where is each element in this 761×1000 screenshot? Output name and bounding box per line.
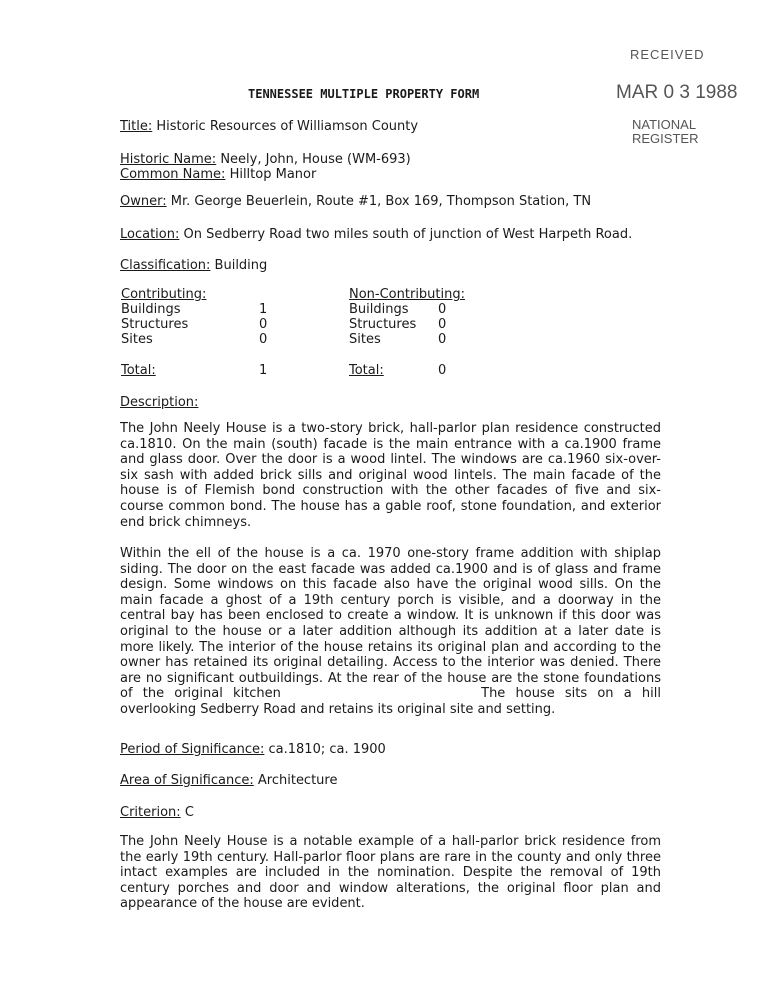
contributing-total-value: 1 [259,363,268,378]
location-line [120,227,632,242]
period-line [120,742,386,757]
register-label: REGISTER [632,131,699,146]
contributing-sites-label: Sites [121,332,153,347]
historic-name-line [120,152,411,167]
non-contributing-buildings-value: 0 [438,302,447,317]
criterion-line [120,805,194,820]
non-contributing-structures-value: 0 [438,317,447,332]
historic-name-label: Historic Name: [120,152,217,167]
classification-value: Building [214,258,268,273]
common-name-value: Hilltop Manor [229,167,317,182]
form-title: TENNESSEE MULTIPLE PROPERTY FORM [248,87,480,101]
contributing-header: Contributing: [121,287,207,302]
description-paragraph-1: The John Neely House is a two-story brick, hall-parlor plan residence constructed ca.1810. On the main (south) facade is the main entrance with a ca.1900 frame and glass door. Over the door is a wood lintel. The windows are ca.1960 six-over-six sash with added brick sills and original wood lintels. The main facade of the house is of Flemish bond construction with the other facades of five and six-course common bond. The house has a gable roof, stone foundation, and exterior end brick chimneys. [120,421,661,530]
non-contributing-sites-value: 0 [438,332,447,347]
contributing-sites-value: 0 [259,332,268,347]
common-name-label: Common Name: [120,167,226,182]
significance-paragraph: The John Neely House is a notable example of a hall-parlor brick residence from the early 19th century. Hall-parlor floor plans are rare in the county and only three intact examples are included in the nomination. Despite the removal of 19th century porches and door and window alterations, the original floor plan and appearance of the house are evident. [120,834,661,912]
classification-line [120,258,267,273]
location-label: Location: [120,227,180,242]
owner-value: Mr. George Beuerlein, Route #1, Box 169, Thompson Station, TN [170,194,592,209]
description-paragraph-2-part-b: The house sits on a hill overlooking Sedberry Road and retains its original site and setting. [120,686,661,717]
classification-label: Classification: [120,258,211,273]
national-label: NATIONAL [632,117,697,132]
title-value: Historic Resources of Williamson County [156,119,419,134]
period-value: ca.1810; ca. 1900 [268,742,386,757]
received-stamp: RECEIVED [630,47,705,62]
owner-label: Owner: [120,194,167,209]
contributing-total-label: Total: [121,363,156,378]
description-label: Description: [120,395,199,410]
criterion-value: C [184,805,194,820]
location-value: On Sedberry Road two miles south of junction of West Harpeth Road. [183,227,633,242]
contributing-buildings-label: Buildings [121,302,181,317]
non-contributing-structures-label: Structures [349,317,417,332]
contributing-structures-value: 0 [259,317,268,332]
non-contributing-sites-label: Sites [349,332,381,347]
area-label: Area of Significance: [120,773,254,788]
description-paragraph-2 [120,546,661,718]
area-value: Architecture [257,773,338,788]
title-line [120,119,418,134]
description-paragraph-2-part-a: Within the ell of the house is a ca. 1970 one-story frame addition with shiplap siding. The door on the east facade was added ca.1900 and is of glass and frame design. Some windows on this facade also have the original wood sills. On the main facade a ghost of a 19th century porch is visible, and a doorway in the central bay has been enclosed to create a window. It is unknown if this door was original to the house or a later addition although its addition at a later date is more likely. The interior of the house retains its original plan and according to the owner has retained its original detailing. Access to the interior was denied. There are no significant outbuildings. At the rear of the house are the stone foundations of the original kitchen [120,546,661,702]
title-label: Title: [120,119,153,134]
non-contributing-total-label: Total: [349,363,384,378]
historic-name-value: Neely, John, House (WM-693) [220,152,411,167]
non-contributing-buildings-label: Buildings [349,302,409,317]
owner-line [120,194,591,209]
common-name-line [120,167,316,182]
criterion-label: Criterion: [120,805,181,820]
contributing-structures-label: Structures [121,317,189,332]
area-line [120,773,337,788]
contributing-buildings-value: 1 [259,302,268,317]
non-contributing-header: Non-Contributing: [349,287,466,302]
non-contributing-total-value: 0 [438,363,447,378]
period-label: Period of Significance: [120,742,265,757]
received-date: MAR 0 3 1988 [616,82,738,103]
